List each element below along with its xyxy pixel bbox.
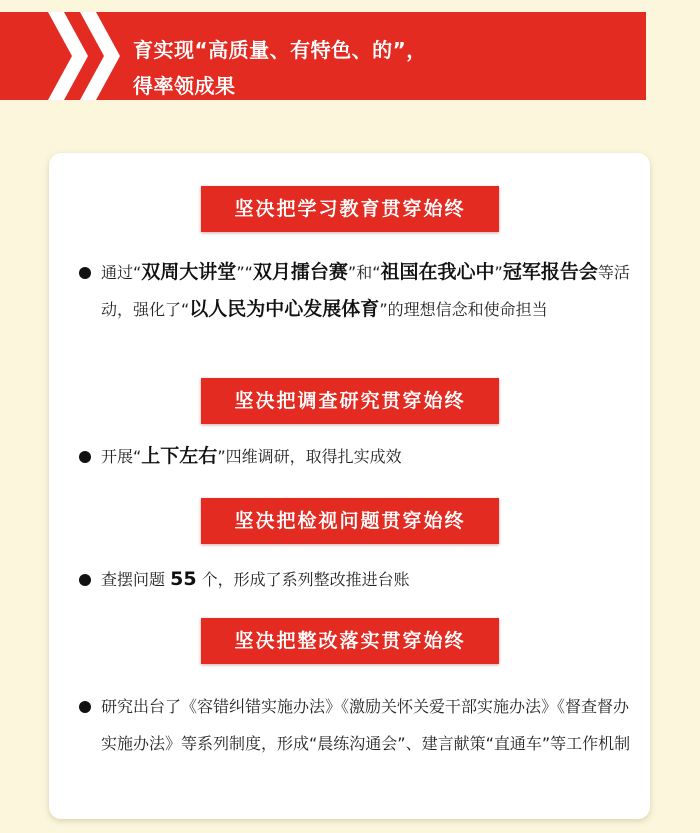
section-item — [79, 561, 639, 598]
body-text: 通过“ — [101, 263, 142, 282]
body-text: ” — [494, 263, 503, 282]
chevron-right-icon — [80, 12, 120, 100]
bullet-dot-icon — [79, 451, 91, 463]
banner-title — [133, 32, 633, 104]
section-heading: 坚决把检视问题贯穿始终 — [201, 498, 499, 544]
highlight-text: 双月擂台赛 — [252, 261, 348, 283]
banner-title-line1: 育实现“高质量、有特色、 — [133, 38, 373, 62]
section-heading: 坚决把学习教育贯穿始终 — [201, 186, 499, 232]
section-item — [79, 688, 639, 762]
body-text: 查摆问题 — [101, 570, 171, 589]
bullet-dot-icon — [79, 701, 91, 713]
highlight-text: 双周大讲堂 — [141, 261, 237, 283]
body-text: 研究出台了《容错纠错实施办法》《激励关怀关爱干部实施办法》《督查督办实施办法》等系列制度，形成“晨练沟通会”、建言献策“直通车”等工作机制 — [101, 697, 631, 753]
title-banner — [0, 12, 646, 100]
highlight-text: 冠军报告会 — [502, 261, 598, 283]
section-item-text — [101, 254, 639, 328]
body-text: ”四维调研，取得扎实成效 — [217, 447, 402, 466]
section-item-text — [101, 561, 639, 598]
section-item — [79, 254, 639, 328]
body-text: 开展“ — [101, 447, 142, 466]
body-text: 个，形成了系列整改推进台账 — [196, 570, 410, 589]
highlight-text: 上下左右 — [141, 445, 218, 467]
section-heading: 坚决把调查研究贯穿始终 — [201, 378, 499, 424]
section-item — [79, 438, 639, 475]
highlight-text: 祖国在我心中 — [380, 261, 495, 283]
bullet-dot-icon — [79, 574, 91, 586]
highlight-text: 以人民为中心发展体育 — [189, 298, 380, 320]
banner-title-line1-tail: 的”， — [372, 38, 427, 62]
body-text: ”和“ — [347, 263, 381, 282]
section-heading: 坚决把整改落实贯穿始终 — [201, 618, 499, 664]
section-item-text — [101, 688, 639, 762]
section-item-text — [101, 438, 639, 475]
bullet-dot-icon — [79, 267, 91, 279]
body-text: 等活动，强化了“ — [101, 263, 630, 319]
body-text: ”“ — [236, 263, 253, 282]
body-text: ”的理想信念和使命担当 — [379, 300, 548, 319]
highlight-text: 55 — [170, 568, 197, 590]
banner-title-line2: 得率领成果 — [133, 74, 236, 98]
